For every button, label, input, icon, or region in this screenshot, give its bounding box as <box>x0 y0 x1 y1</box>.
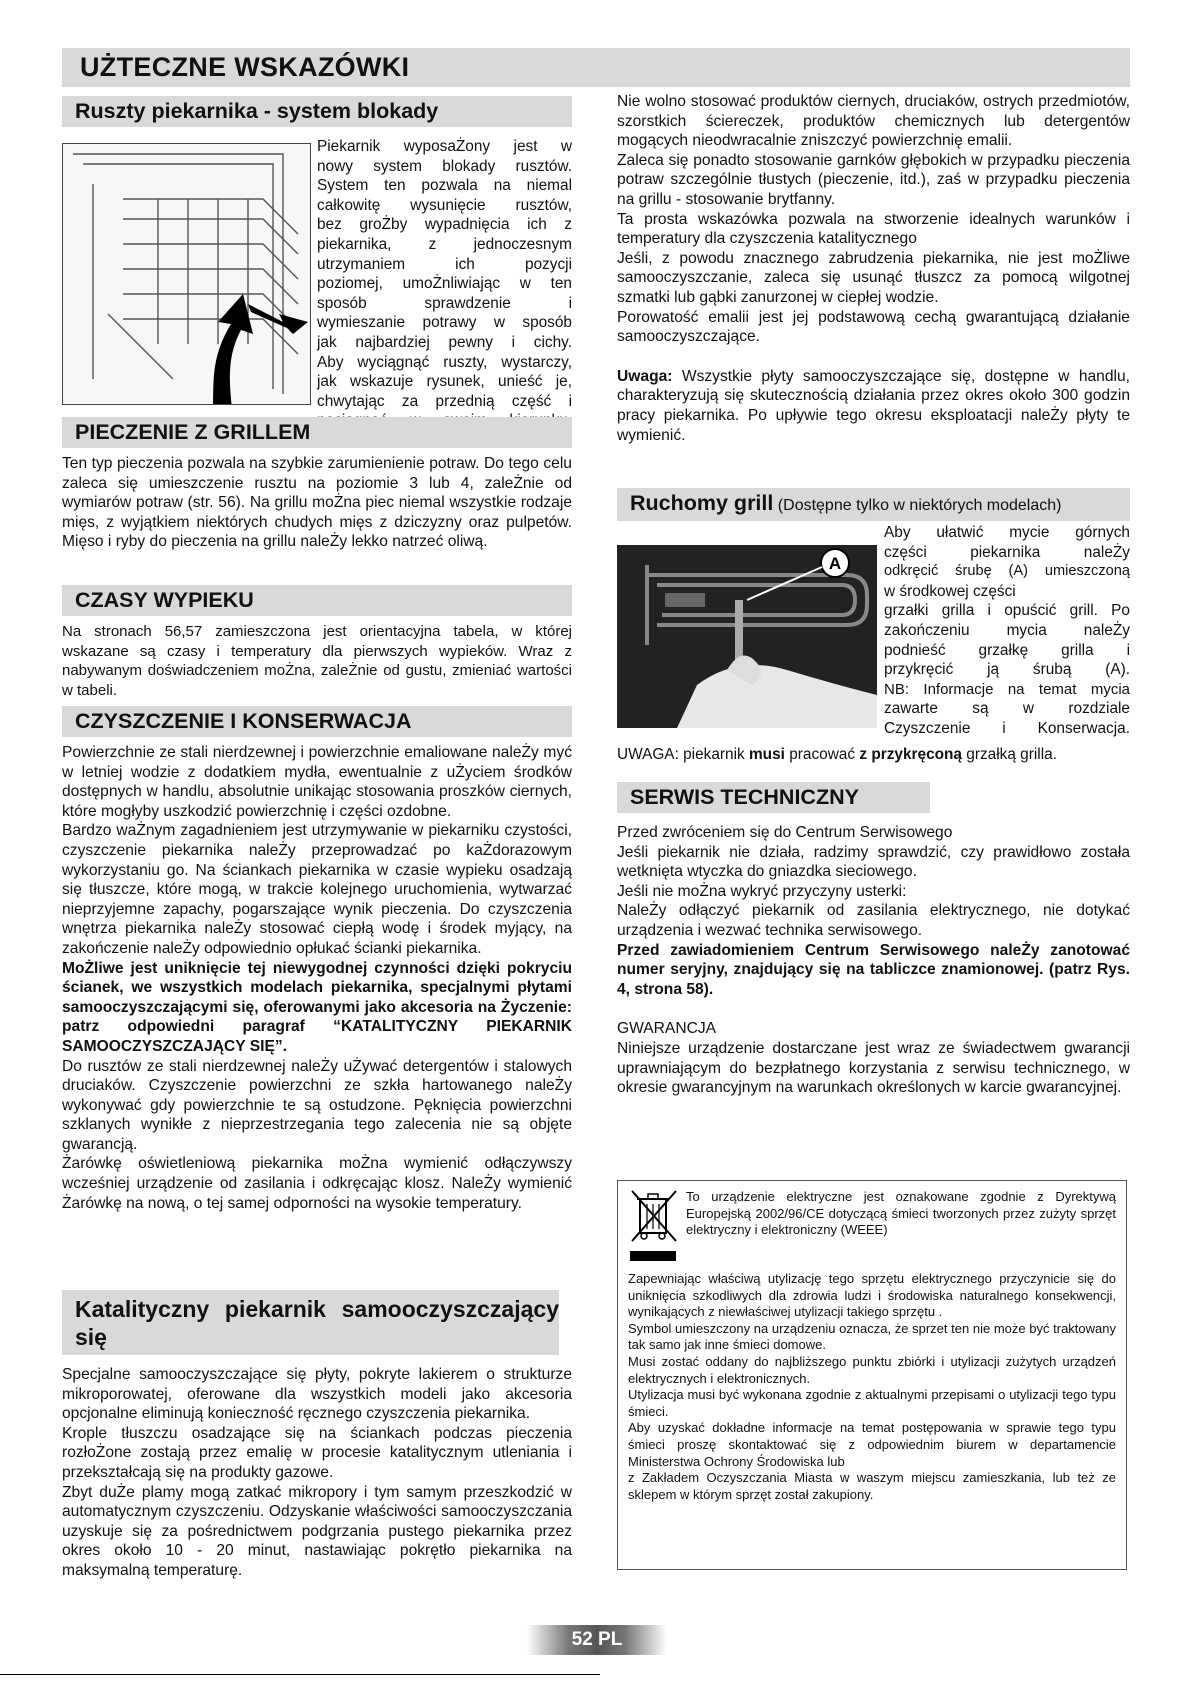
weee-p6: z Zakładem Oczyszczania Miasta w waszym miejscu zamieszkania, lub też ze sklepem w którym sprzęt został zakupiony. <box>628 1470 1116 1502</box>
serwis-p4: NaleŻy odłączyć piekarnik od zasilania elektrycznego, nie dotykać urządzenia i wezwać technika serwisowego. <box>617 902 1130 939</box>
grill-text: Ten typ pieczenia pozwala na szybkie zarumienienie potraw. Do tego celu zaleca się umieszczenie rusztu na poziomie 3 lub 4, zaleŻnie od wymiarów potraw (str. 56). Na grillu moŻna piec niemal wszystkie rodzaje mięs, z wyjątkiem niektórych chudych mięs z dziczyzny oraz pulpetów. Mięso i ryby do pieczenia na grillu naleŻy lekko natrzeć oliwą. <box>62 455 572 551</box>
serwis-heading: SERWIS TECHNICZNY <box>617 782 930 813</box>
uwaga-text: Wszystkie płyty samooczyszczające się, dostępne w handlu, charakteryzują się skutecznością działania przez okres około 300 godzin pracy piekarnika. Po upływie tego okresu eksploatacji naleŻy płyty te wymienić. <box>617 367 1130 444</box>
czasy-text: Na stronach 56,57 zamieszczona jest orientacyjna tabela, w której wskazane są czasy i temperatury dla pierwszych wypieków. Wraz z nabywanym doświadczeniem moŻna, zaleŻnie od gustu, zmieniać wartości w tabeli. <box>62 623 572 699</box>
czasy-heading: CZASY WYPIEKU <box>62 585 572 616</box>
section-ruchomy <box>617 488 1130 521</box>
ruchomy-line: podnieść grzałkę grilla i <box>884 641 1130 659</box>
intro-p4: Jeśli, z powodu znacznego zabrudzenia piekarnika, nie jest moŻliwe samooczyszczanie, zaleca się usunąć tłuszcz za pomocą wilgotnej szmatki lub gąbki zanurzonej w ciepłej wodzie. <box>617 249 1130 306</box>
czyszczenie-heading: CZYSZCZENIE I KONSERWACJA <box>62 706 572 737</box>
katalityczny-p1: Specjalne samooczyszczające się płyty, pokryte lakierem o strukturze mikroporowatej, oferowane dla wszystkich modeli jako akcesoria opcjonalne eliminują konieczność ręcznego czyszczenia piekarnika. <box>62 1366 572 1423</box>
page-number: 52 PL <box>527 1625 667 1655</box>
weee-intro: To urządzenie elektryczne jest oznakowane zgodnie z Dyrektywą Europejską 2002/96/CE dotyczącą śmieci tworzonych przez zużyty sprzęt elektryczny i elektroniczny (WEEE) <box>686 1189 1116 1238</box>
ruchomy-uwaga-part: UWAGA: piekarnik <box>617 746 749 763</box>
gwarancja-heading: GWARANCJA <box>617 1020 717 1038</box>
section-katalityczny <box>62 1290 572 1581</box>
ruchomy-line: Aby ułatwić mycie górnych <box>884 524 1130 541</box>
czyszczenie-p1: Powierzchnie ze stali nierdzewnej i powierzchnie emaliowane naleŻy myć w letniej wodzie z dodatkiem mydła, ewentualnie z uŻyciem środków dostępnych w handlu, absolutnie unikając stosowania proszków ciernych, które mogłyby uszkodzić powierzchnię i części ozdobne. <box>62 744 572 820</box>
ruchomy-line: zawarte są w rozdziale <box>884 700 1130 718</box>
ruszty-line: utrzymaniem ich pozycji <box>317 255 572 273</box>
weee-bin-icon <box>628 1189 686 1271</box>
gwarancja-text: Niniejsze urządzenie dostarczane jest wraz ze świadectwem gwarancji uprawniającym do bezpłatnego korzystania z serwisu technicznego, w okresie gwarancyjnym na warunkach określonych w karcie gwarancyjnej. <box>617 1039 1130 1097</box>
ruszty-text <box>317 137 572 431</box>
oven-rack-drawing <box>63 144 310 404</box>
ruchomy-uwaga-bold: musi <box>749 746 785 763</box>
section-serwis <box>617 782 1130 1098</box>
section-right-intro <box>617 92 1130 445</box>
grill-photo <box>617 545 877 728</box>
section-ruszty <box>62 96 572 127</box>
ruszty-line: wymieszanie potrawy w sposób <box>317 314 572 332</box>
ruszty-line: całkowitę wysunięcie rusztów, <box>317 196 572 214</box>
ruchomy-heading-sub: (Dostępne tylko w niektórych modelach) <box>773 497 1062 514</box>
weee-intro-row <box>628 1189 1116 1271</box>
intro-p2: Zaleca się ponadto stosowanie garnków głębokich w przypadku pieczenia potraw szczególnie tłustych (pieczenie, itd.), zaś w przypadku pieczenia na grillu - stosowanie brytfanny. <box>617 151 1130 208</box>
weee-p2: Symbol umieszczony na urządzeniu oznacza, że sprzet ten nie może być traktowany tak samo jak inne śmieci domowe. <box>628 1320 1116 1353</box>
ruchomy-heading-main: Ruchomy grill <box>630 491 774 515</box>
crossed-bin-icon <box>628 1189 680 1267</box>
ruszty-line: poziomej, umoŻnliwiając w ten <box>317 275 572 293</box>
section-grill <box>62 417 572 552</box>
serwis-p5: Przed zawiadomieniem Centrum Serwisowego naleŻy zanotować numer seryjny, znajdujący się na tabliczce znamionowej. (patrz Rys. 4, strona 58). <box>617 941 1130 998</box>
ruszty-line: nowy system blokady rusztów. <box>317 157 572 175</box>
ruchomy-heading <box>617 488 1130 521</box>
ruszty-heading: Ruszty piekarnika - system blokady <box>62 96 572 127</box>
ruchomy-line: odkręcić śrubę (A) umieszczoną <box>884 563 1130 580</box>
ruchomy-line: w środkowej części <box>884 582 1016 600</box>
callout-a-label: A <box>828 554 842 573</box>
weee-notice-box <box>617 1180 1127 1570</box>
oven-rack-illustration <box>62 143 311 405</box>
intro-p1: Nie wolno stosować produktów ciernych, druciaków, ostrych przedmiotów, szorstkich ściereczek, produktów chemicznych lub detergentów mogących nieodwracalnie zniszczyć powierzchnię emalii. <box>617 93 1130 150</box>
intro-p5: Porowatość emalii jest jej podstawową cechą gwarantującą działanie samooczyszczające. <box>617 308 1130 346</box>
page-title: UŻTECZNE WSKAZÓWKI <box>80 52 410 82</box>
ruchomy-uwaga-part: pracować <box>784 746 860 763</box>
intro-p3: Ta prosta wskazówka pozwala na stworzenie idealnych warunków i temperatury dla czyszczenia katalitycznego <box>617 210 1130 248</box>
ruchomy-line: grzałki grilla i opuścić grill. Po <box>884 602 1130 620</box>
czyszczenie-p3: MoŻliwe jest uniknięcie tej niewygodnej czynności dzięki pokryciu ścianek, we wszystkich modelach piekarnika, specjalnymi płytami samooczyszczającymi się, oferowanymi jako akcesoria na Życzenie: patrz odpowiedni paragraf “KATALITYCZNY PIEKARNIK SAMOOCZYSZCZAJĄCY SIĘ”. <box>62 959 572 1055</box>
weee-p4: Utylizacja musi być wykonana zgodnie z aktualnymi przepisami o utylizacji tego typu śmieci. <box>628 1387 1116 1419</box>
katalityczny-p2: Krople tłuszczu osadzające się na ściankach podczas pieczenia rozłoŻone zostają przez emalię w procesie katalitycznym utleniania i przekształcają się na produkty gazowe. <box>62 1424 572 1481</box>
katalityczny-heading: Katalityczny piekarnik samooczyszczający się <box>62 1290 559 1355</box>
page-title-bar <box>62 48 1130 87</box>
serwis-p1: Przed zwróceniem się do Centrum Serwisowego <box>617 824 953 841</box>
section-czasy <box>62 585 572 700</box>
ruchomy-text <box>884 523 1130 739</box>
czyszczenie-p2: Bardzo waŻnym zagadnieniem jest utrzymywanie w piekarniku czystości, czyszczenie piekarnika naleŻy przeprowadzać po kaŻdorazowym wykorzystaniu go. Na ściankach piekarnika w czasie wypieku osadzają się tłuszcze, które mogą, w trakcie kolejnego uruchomienia, wytwarzać nieprzyjemne zapachy, pogarszające wynik pieczenia. Do czyszczenia wnętrza piekarnika naleŻy stosować ciepłą wodę i środek myjący, na zakończenie naleŻy odpowiednio opłukać ścianki piekarnika. <box>62 822 572 957</box>
ruchomy-uwaga-bold: z przykręconą <box>859 746 962 763</box>
ruszty-line: sposób sprawdzenie i <box>317 294 572 312</box>
ruszty-line: jak wskazuje rysunek, unieść je, <box>317 373 572 391</box>
ruszty-line: bez groŻby wypadnięcia ich z <box>317 216 572 234</box>
footer-rule <box>0 1674 600 1675</box>
ruchomy-uwaga-part: grzałką grilla. <box>962 746 1057 763</box>
ruszty-line: Aby wyciągnąć ruszty, wystarczy, <box>317 353 572 371</box>
serwis-p3: Jeśli nie moŻna wykryć przyczyny usterki: <box>617 882 907 900</box>
section-czyszczenie <box>62 706 572 1213</box>
ruchomy-line: Czyszczenie i Konserwacja. <box>884 719 1130 737</box>
uwaga-label: Uwaga: <box>617 367 673 385</box>
ruchomy-line: części piekarnika naleŻy <box>884 543 1130 561</box>
intro-uwaga <box>617 367 1130 445</box>
grill-heading: PIECZENIE Z GRILLEM <box>62 417 572 448</box>
grill-photo-drawing <box>617 545 877 728</box>
ruszty-line: jak najbardziej pewny i cichy. <box>317 333 572 351</box>
katalityczny-p3: Zbyt duŻe plamy mogą zatkać mikropory i tym samym przeszkodzić w automatycznym czyszczeniu. Odzyskanie właściwości samooczyszczania uzyskuje się za pośrednictwem podgrzania pustego piekarnika przez okres około 10 - 20 minut, nastawiając pokrętło piekarnika na maksymalną temperaturę. <box>62 1483 572 1579</box>
czyszczenie-p5: Żarówkę oświetleniową piekarnika moŻna wymienić odłączywszy wcześniej urządzenie od zasilania i odkręcając klosz. NaleŻy wymienić Żarówkę na nową, o tej samej odporności na wysokie temperatury. <box>62 1155 572 1212</box>
ruchomy-line: przykręcić ją śrubą (A). <box>884 661 1130 679</box>
ruszty-line: piekarnika, z jednoczesnym <box>317 235 572 253</box>
ruszty-line: Piekarnik wyposaŻony jest w <box>317 138 572 155</box>
ruchomy-line: NB: Informacje na temat mycia <box>884 680 1130 698</box>
ruchomy-line: zakończeniu mycia naleŻy <box>884 621 1130 639</box>
arrow-up-icon <box>213 294 253 404</box>
weee-p5: Aby uzyskać dokładne informacje na temat postępowania w sprawie tego typu śmieci proszę skontaktować się z odpowiednim biurem w departamencie Ministerstwa Ochrony Środowiska lub <box>628 1420 1116 1469</box>
ruszty-line: System ten pozwala na niemal <box>317 177 572 195</box>
ruchomy-uwaga <box>617 745 1130 765</box>
weee-p3: Musi zostać oddany do najbliższego punktu zbiórki i utylizacji zużytych urządzeń elektrycznych i elektronicznych. <box>628 1353 1116 1386</box>
czyszczenie-p4: Do rusztów ze stali nierdzewnej naleŻy uŻywać detergentów i stalowych druciaków. Czyszczenie powierzchni ze szkła hartowanego naleŻy wykonywać gdy powierzchnie te są ostudzone. Pęknięcia powierzchni szklanych wynikłe z nieprzestrzegania tego zalecenia nie są objęte gwarancją. <box>62 1057 572 1153</box>
ruszty-line: chwytając za przednią część i <box>317 392 572 410</box>
weee-p1: Zapewniając właściwą utylizację tego sprzętu elektrycznego przyczynicie się do uniknięcia szkodliwych dla zdrowia ludzi i środowiska naturalnego konsekwencji, wynikających z niewłaściwej utylizacji takiego sprzętu . <box>628 1271 1116 1320</box>
serwis-p2: Jeśli piekarnik nie działa, radzimy sprawdzić, czy prawidłowo została wetknięta wtyczka do gniazdka sieciowego. <box>617 843 1130 881</box>
